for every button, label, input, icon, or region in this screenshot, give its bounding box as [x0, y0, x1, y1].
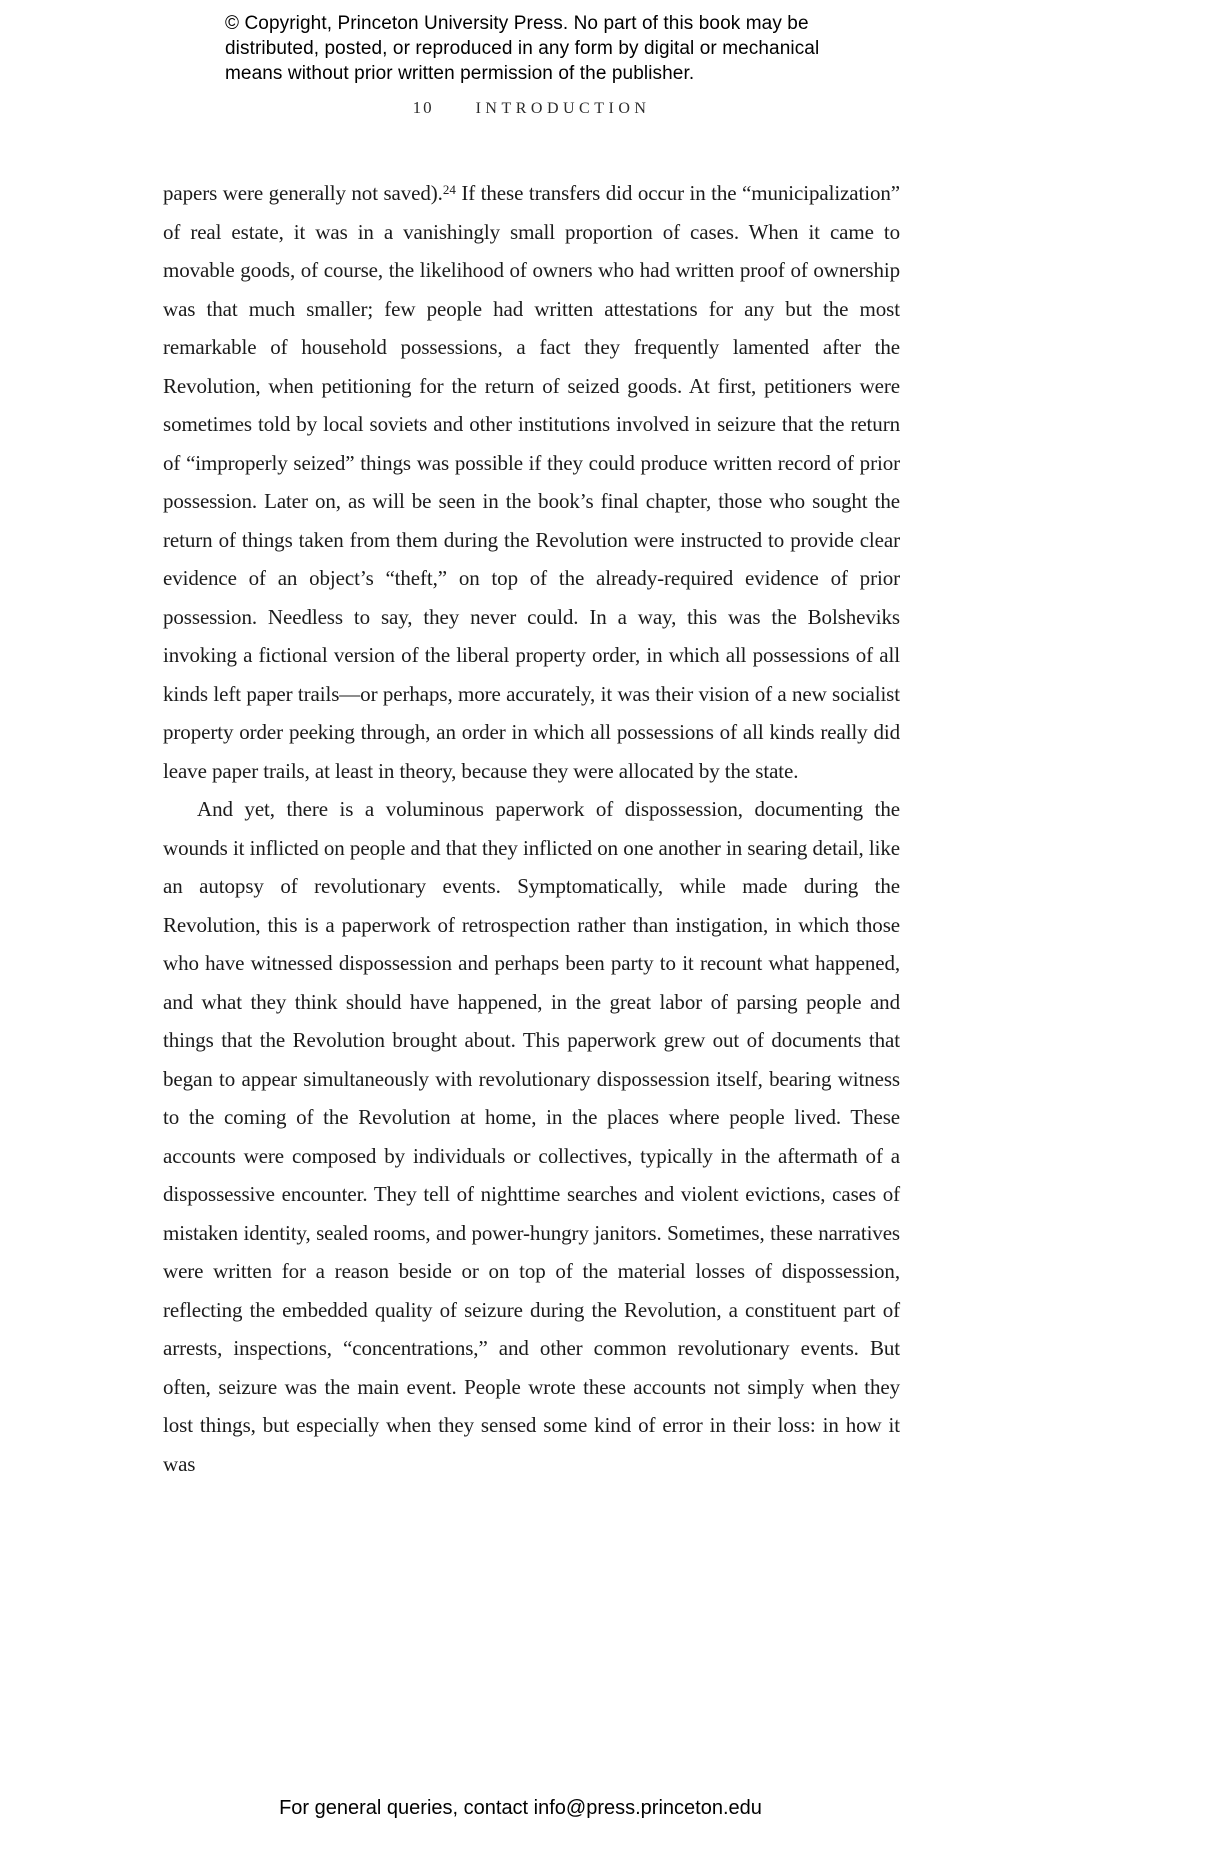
page-number: 10: [412, 98, 434, 117]
paragraph-text: And yet, there is a voluminous paperwork of dispossession, documenting the wounds it inflicted on people and that they inflicted on one another in searing detail, like an autopsy of revolutionary events. Symptomatically, while made during the Revolution, this is a paperwork of retrospection rather than instigation, in which those who have witnessed dispossession and perhaps been party to it recount what happened, and what they think should have happened, in the great labor of parsing people and things that the Revolution brought about. This paperwork grew out of documents that began to appear simultaneously with revolutionary dispossession itself, bearing witness to the coming of the Revolution at home, in the places where people lived. These accounts were composed by individuals or collectives, typically in the aftermath of a dispossessive encounter. They tell of nighttime searches and violent evictions, cases of mistaken identity, sealed rooms, and power-hungry janitors. Sometimes, these narratives were written for a reason beside or on top of the material losses of dispossession, reflecting the embedded quality of seizure during the Revolution, a constituent part of arrests, inspections, “concentrations,” and other common revolutionary events. But often, seizure was the main event. People wrote these accounts not simply when they lost things, but especially when they sensed some kind of error in their loss: in how it was: [163, 797, 900, 1476]
text-block: [163, 99, 900, 1483]
copyright-notice: [225, 11, 819, 86]
footnote-reference: 24: [442, 182, 456, 198]
copyright-line: means without prior written permission of the publisher.: [225, 63, 695, 84]
page-footer: [152, 1797, 889, 1820]
paragraph: [163, 790, 900, 1483]
body-text: [163, 174, 900, 1483]
paragraph: [163, 174, 900, 790]
paragraph-text: papers were generally not saved).: [163, 181, 443, 205]
paragraph-text: If these transfers did occur in the “municipalization” of real estate, it was in a vanishingly small proportion of cases. When it came to movable goods, of course, the likelihood of owners who had written proof of ownership was that much smaller; few people had written attestations for any but the most remarkable of household possessions, a fact they frequently lamented after the Revolution, when petitioning for the return of seized goods. At first, petitioners were sometimes told by local soviets and other institutions involved in seizure that the return of “improperly seized” things was possible if they could produce written record of prior possession. Later on, as will be seen in the book’s final chapter, those who sought the return of things taken from them during the Revolution were instructed to provide clear evidence of an object’s “theft,” on top of the already-required evidence of prior possession. Needless to say, they never could. In a way, this was the Bolsheviks invoking a fictional version of the liberal property order, in which all possessions of all kinds left paper trails—or perhaps, more accurately, it was their vision of a new socialist property order peeking through, an order in which all possessions of all kinds really did leave paper trails, at least in theory, because they were allocated by the state.: [163, 181, 900, 783]
running-head: [163, 99, 900, 118]
section-title: INTRODUCTION: [475, 100, 651, 117]
copyright-line: © Copyright, Princeton University Press. No part of this book may be: [225, 13, 809, 34]
contact-line: For general queries, contact info@press.princeton.edu: [279, 1797, 762, 1819]
copyright-line: distributed, posted, or reproduced in any form by digital or mechanical: [225, 38, 820, 59]
